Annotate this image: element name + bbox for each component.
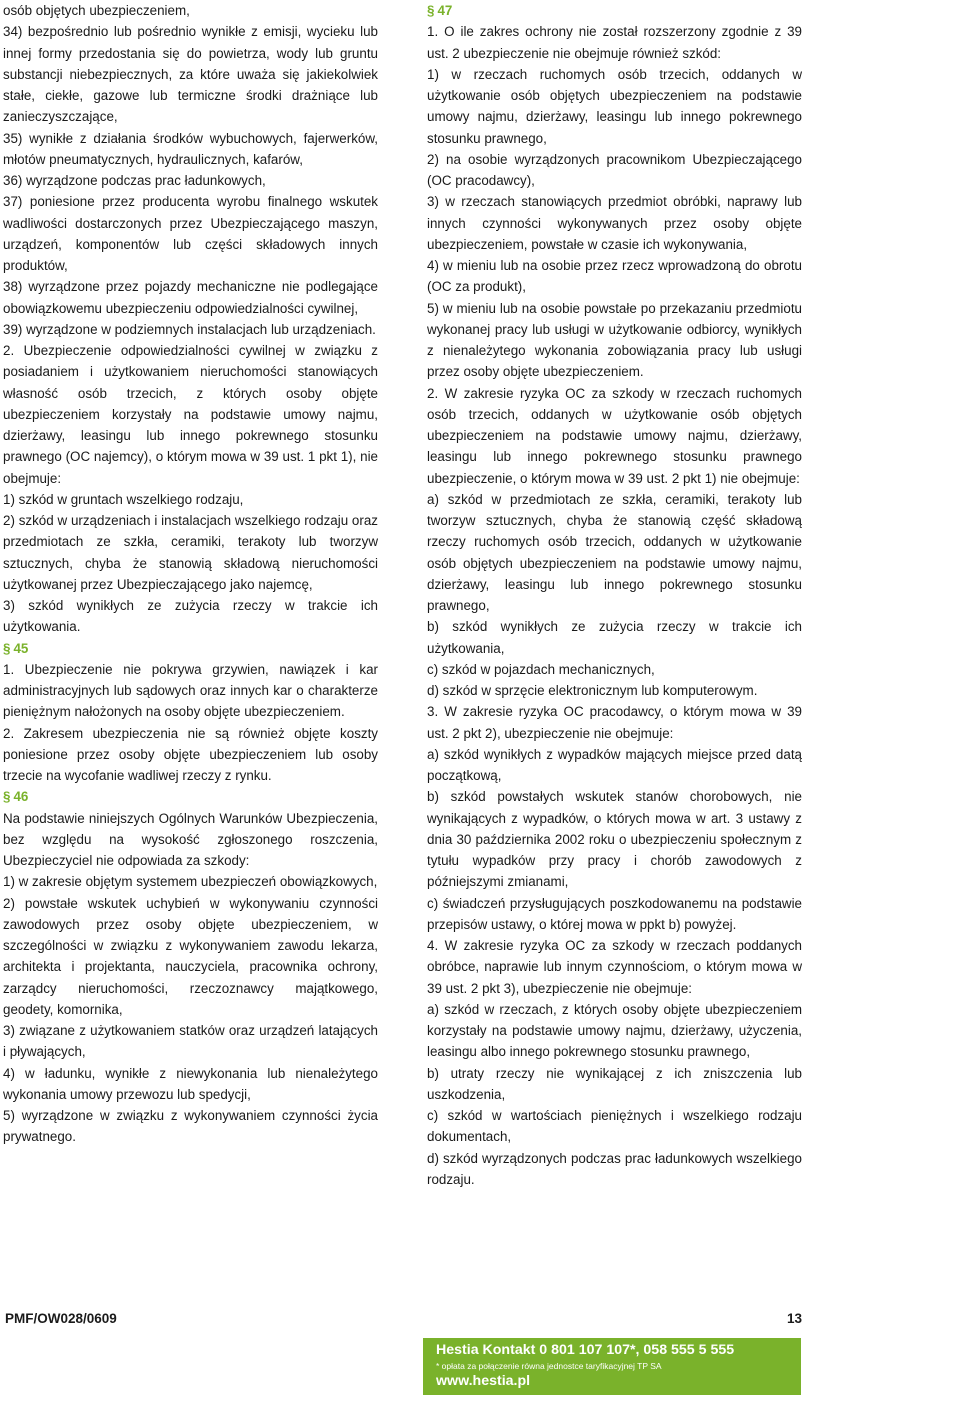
section-sign: § — [3, 789, 11, 805]
section-number: 47 — [437, 3, 453, 18]
left-column — [3, 0, 378, 1148]
paragraph: a) szkód w przedmiotach ze szkła, ceramiki, terakoty lub tworzyw sztucznych, chyba że stanowią część składową rzeczy ruchomych osób trzecich, oddanych w użytkowanie osób objętych ubezpieczeniem na podstawie umowy najmu, dzierżawy, leasingu lub innego pokrewnego stosunku prawnego, — [427, 491, 802, 613]
website-link[interactable]: www.hestia.pl — [436, 1373, 531, 1389]
paragraph: c) świadczeń przysługujących poszkodowanemu na podstawie przepisów ustawy, o której mowa w ppkt b) powyżej. — [427, 895, 802, 932]
paragraph: 2) powstałe wskutek uchybień w wykonywaniu czynności zawodowych przez osoby objęte ubezpieczeniem, w szczególności w związku z wykonywaniem zawodu lekarza, architekta i projektanta, nauczyciela, pracownika ochrony, zarządcy nieruchomości, rzeczoznawcy majątkowego, geodety, komornika, — [3, 895, 378, 1017]
paragraph: 4) w ładunku, wynikłe z niewykonania lub nienależytego wykonania umowy przewozu lub spedycji, — [3, 1065, 378, 1102]
paragraph: Na podstawie niniejszych Ogólnych Warunków Ubezpieczenia, bez względu na wysokość zgłoszonego roszczenia, Ubezpieczyciel nie odpowiada za szkody: — [3, 810, 378, 868]
section-number: 46 — [13, 789, 29, 805]
document-code: PMF/OW028/0609 — [5, 1311, 117, 1326]
paragraph: 3) szkód wynikłych ze zużycia rzeczy w trakcie ich użytkowania. — [3, 598, 378, 635]
paragraph: 2) na osobie wyrządzonych pracownikom Ubezpieczającego (OC pracodawcy), — [427, 151, 802, 188]
paragraph: 5) w mieniu lub na osobie powstałe po przekazaniu przedmiotu wykonanej pracy lub usługi w użytkowanie odbiorcy, wynikłych z nienależytego wykonania zobowiązania pracy lub usługi przez osoby objęte ubezpieczeniem. — [427, 300, 802, 380]
right-column — [427, 0, 802, 1190]
section-sign: § — [3, 640, 11, 656]
section-heading — [3, 786, 378, 807]
paragraph: b) utraty rzeczy nie wynikającej z ich zniszczenia lub uszkodzenia, — [427, 1065, 802, 1102]
paragraph: 2. Zakresem ubezpieczenia nie są również objęte koszty poniesione przez osoby objęte ubezpieczeniem lub osoby trzecie na wycofanie wadliwej rzeczy z rynku. — [3, 725, 378, 783]
section-sign: § — [427, 3, 435, 18]
hotline-note: * opłata za połączenie równa jednostce taryfikacyjnej TP SA — [436, 1361, 662, 1371]
paragraph: 38) wyrządzone przez pojazdy mechaniczne nie podlegające obowiązkowemu ubezpieczeniu odpowiedzialności cywilnej, — [3, 279, 378, 316]
paragraph: a) szkód w rzeczach, z których osoby objęte ubezpieczeniem korzystały na podstawie umowy najmu, dzierżawy, użyczenia, leasingu albo innego pokrewnego stosunku prawnego, — [427, 1001, 802, 1060]
paragraph: 1) szkód w gruntach wszelkiego rodzaju, — [3, 491, 244, 507]
paragraph: 4. W zakresie ryzyka OC za szkody w rzeczach poddanych obróbce, naprawie lub innym czynnościom, o którym mowa w 39 ust. 2 pkt 3), ubezpieczenie nie obejmuje: — [427, 938, 802, 996]
paragraph: osób objętych ubezpieczeniem, — [3, 3, 190, 18]
paragraph: 3) w rzeczach stanowiących przedmiot obróbki, naprawy lub innych czynności wykonywanych przez osoby objęte ubezpieczeniem, powstałe w czasie ich wykonywania, — [427, 194, 802, 252]
paragraph: 2) szkód w urządzeniach i instalacjach wszelkiego rodzaju oraz przedmiotach ze szkła, ceramiki, terakoty lub tworzyw sztucznych, chyba że stanowią składową nieruchomości użytkowanej przez Ubezpieczającego jako najemcę, — [3, 513, 378, 592]
paragraph: b) szkód powstałych wskutek stanów chorobowych, nie wynikających z wypadków, o których mowa w art. 3 ustawy z dnia 30 października 2002 roku o ubezpieczeniu społecznym z tytułu wypadków przy pracy i chorób zawodowych z późniejszymi zmianami, — [427, 789, 802, 890]
section-heading — [427, 0, 802, 21]
section-heading — [3, 638, 378, 659]
paragraph: 2. Ubezpieczenie odpowiedzialności cywilnej w związku z posiadaniem i użytkowaniem nieruchomości stanowiących własność osób trzecich, z których osoby objęte ubezpieczeniem korzystały na podstawie umowy najmu, dzierżawy, leasingu lub innego pokrewnego stosunku prawnego (OC najemcy), o którym mowa w 39 ust. 1 pkt 1), nie obejmuje: — [3, 343, 378, 486]
paragraph: d) szkód wyrządzonych podczas prac ładunkowych wszelkiego rodzaju. — [427, 1150, 802, 1187]
paragraph: 35) wynikłe z działania środków wybuchowych, fajerwerków, młotów pneumatycznych, hydraulicznych, kafarów, — [3, 130, 378, 167]
paragraph: 5) wyrządzone w związku z wykonywaniem czynności życia prywatnego. — [3, 1108, 378, 1145]
paragraph: c) szkód w pojazdach mechanicznych, — [427, 661, 655, 677]
paragraph: b) szkód wynikłych ze zużycia rzeczy w trakcie ich użytkowania, — [427, 619, 802, 656]
paragraph: 1) w zakresie objętym systemem ubezpieczeń obowiązkowych, — [3, 874, 378, 890]
paragraph: d) szkód w sprzęcie elektronicznym lub komputerowym. — [427, 683, 758, 698]
paragraph: 1. O ile zakres ochrony nie został rozszerzony zgodnie z 39 ust. 2 ubezpieczenie nie obejmuje również szkód: — [427, 24, 802, 61]
page-number: 13 — [786, 1311, 802, 1326]
paragraph: 34) bezpośrednio lub pośrednio wynikłe z emisji, wycieku lub innej formy przedostania się do powietrza, wody lub gruntu substancji niebezpiecznych, za które uważa się jakiekolwiek stałe, ciekłe, gazowe lub termiczne środki drażniące lub zanieczyszczające, — [3, 24, 378, 125]
hotline-banner — [423, 1338, 801, 1395]
hotline-title: Hestia Kontakt 0 801 107 107*, 058 555 5 555 — [436, 1342, 735, 1358]
paragraph: 3. W zakresie ryzyka OC pracodawcy, o którym mowa w 39 ust. 2 pkt 2), ubezpieczenie nie obejmuje: — [427, 704, 802, 741]
section-number: 45 — [13, 640, 29, 656]
paragraph: 1) w rzeczach ruchomych osób trzecich, oddanych w użytkowanie osób objętych ubezpieczeniem na podstawie umowy najmu, dzierżawy, leasingu lub innego pokrewnego stosunku prawnego, — [427, 66, 802, 146]
paragraph: 39) wyrządzone w podziemnych instalacjach lub urządzeniach. — [3, 321, 376, 337]
paragraph: c) szkód w wartościach pieniężnych i wszelkiego rodzaju dokumentach, — [427, 1108, 802, 1145]
paragraph: 2. W zakresie ryzyka OC za szkody w rzeczach ruchomych osób trzecich, oddanych w użytkowanie osób objętych ubezpieczeniem na podstawie umowy najmu, dzierżawy, leasingu lub innego pokrewnego stosunku prawnego ubezpieczenie, o którym mowa w 39 ust. 2 pkt 1) nie obejmuje: — [427, 385, 802, 486]
paragraph: 37) poniesione przez producenta wyrobu finalnego wskutek wadliwości dostarczonych przez Ubezpieczającego maszyn, urządzeń, komponentów lub części składowych innych produktów, — [3, 194, 378, 273]
paragraph: 36) wyrządzone podczas prac ładunkowych, — [3, 173, 266, 188]
paragraph: a) szkód wynikłych z wypadków mających miejsce przed datą początkową, — [427, 746, 802, 783]
paragraph: 1. Ubezpieczenie nie pokrywa grzywien, nawiązek i kar administracyjnych lub sądowych oraz innych kar o charakterze pieniężnym nałożonych na osoby objęte ubezpieczeniem. — [3, 661, 378, 720]
paragraph: 4) w mieniu lub na osobie przez rzecz wprowadzoną do obrotu (OC za produkt), — [427, 258, 802, 295]
paragraph: 3) związane z użytkowaniem statków oraz urządzeń latających i pływających, — [3, 1023, 378, 1060]
